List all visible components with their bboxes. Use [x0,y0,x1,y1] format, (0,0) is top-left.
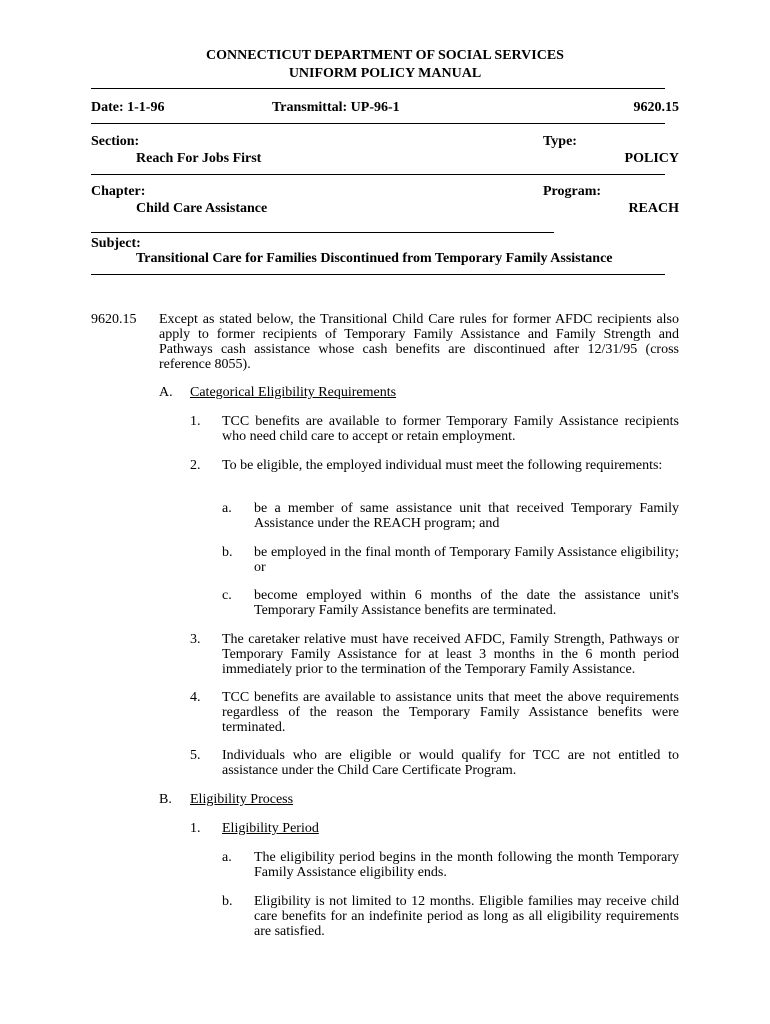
section-value: Reach For Jobs First [136,151,262,166]
type-label: Type: [543,134,577,149]
list-marker: B. [159,792,172,807]
list-marker: 5. [190,748,201,763]
chapter-value: Child Care Assistance [136,201,268,216]
program-value: REACH [628,201,679,216]
list-marker: A. [159,385,173,400]
subject-label: Subject: [91,236,141,251]
chapter-label: Chapter: [91,184,146,199]
section-label: Section: [91,134,140,149]
list-item: Eligibility is not limited to 12 months. Eligible families may receive child care benefits for an indefinite period as long as all eligibility requirements are satisfied. [254,894,679,939]
divider [91,232,554,233]
list-item: Individuals who are eligible or would qualify for TCC are not entitled to assistance under the Child Care Certificate Program. [222,748,679,778]
policy-number: 9620.15 [633,100,679,115]
list-marker: 1. [190,414,201,429]
transmittal-field: Transmittal: UP-96-1 [272,100,400,115]
program-label: Program: [543,184,602,199]
list-marker: b. [222,894,233,909]
list-marker: 4. [190,690,201,705]
list-marker: 1. [190,821,201,836]
type-value: POLICY [624,151,679,166]
divider [91,88,665,89]
list-item: TCC benefits are available to former Temporary Family Assistance recipients who need child care to accept or retain employment. [222,414,679,444]
list-marker: a. [222,850,232,865]
list-item: TCC benefits are available to assistance units that meet the above requirements regardless of the reason the Temporary Family Assistance benefits were terminated. [222,690,679,735]
divider [91,174,665,175]
intro-paragraph: Except as stated below, the Transitional Child Care rules for former AFDC recipients also apply to former recipients of Temporary Family Assistance and Family Strength and Pathways cash assistance whose cash benefits are discontinued after 12/31/95 (cross reference 8055). [159,312,679,372]
date-field: Date: 1-1-96 [91,100,165,115]
list-marker: b. [222,545,233,560]
divider [91,274,665,275]
list-item: To be eligible, the employed individual must meet the following requirements: [222,458,663,473]
list-item: The eligibility period begins in the month following the month Temporary Family Assistance eligibility ends. [254,850,679,880]
section-a-heading: Categorical Eligibility Requirements [190,385,397,400]
list-item: The caretaker relative must have received AFDC, Family Strength, Pathways or Temporary Family Assistance for at least 3 months in the 6 month period immediately prior to the termination of the Temporary Family Assistance. [222,632,679,677]
subsection-heading: Eligibility Period [222,821,319,836]
subject-value: Transitional Care for Families Discontinued from Temporary Family Assistance [136,251,613,266]
manual-title: UNIFORM POLICY MANUAL [288,66,482,81]
section-b-heading: Eligibility Process [190,792,294,807]
divider [91,123,665,124]
list-item: be a member of same assistance unit that received Temporary Family Assistance under the REACH program; and [254,501,679,531]
department-title: CONNECTICUT DEPARTMENT OF SOCIAL SERVICES [206,48,564,63]
list-marker: a. [222,501,232,516]
list-item: be employed in the final month of Temporary Family Assistance eligibility; or [254,545,679,575]
list-marker: 3. [190,632,201,647]
section-number: 9620.15 [91,312,137,327]
list-item: become employed within 6 months of the date the assistance unit's Temporary Family Assistance benefits are terminated. [254,588,679,618]
list-marker: c. [222,588,232,603]
list-marker: 2. [190,458,201,473]
